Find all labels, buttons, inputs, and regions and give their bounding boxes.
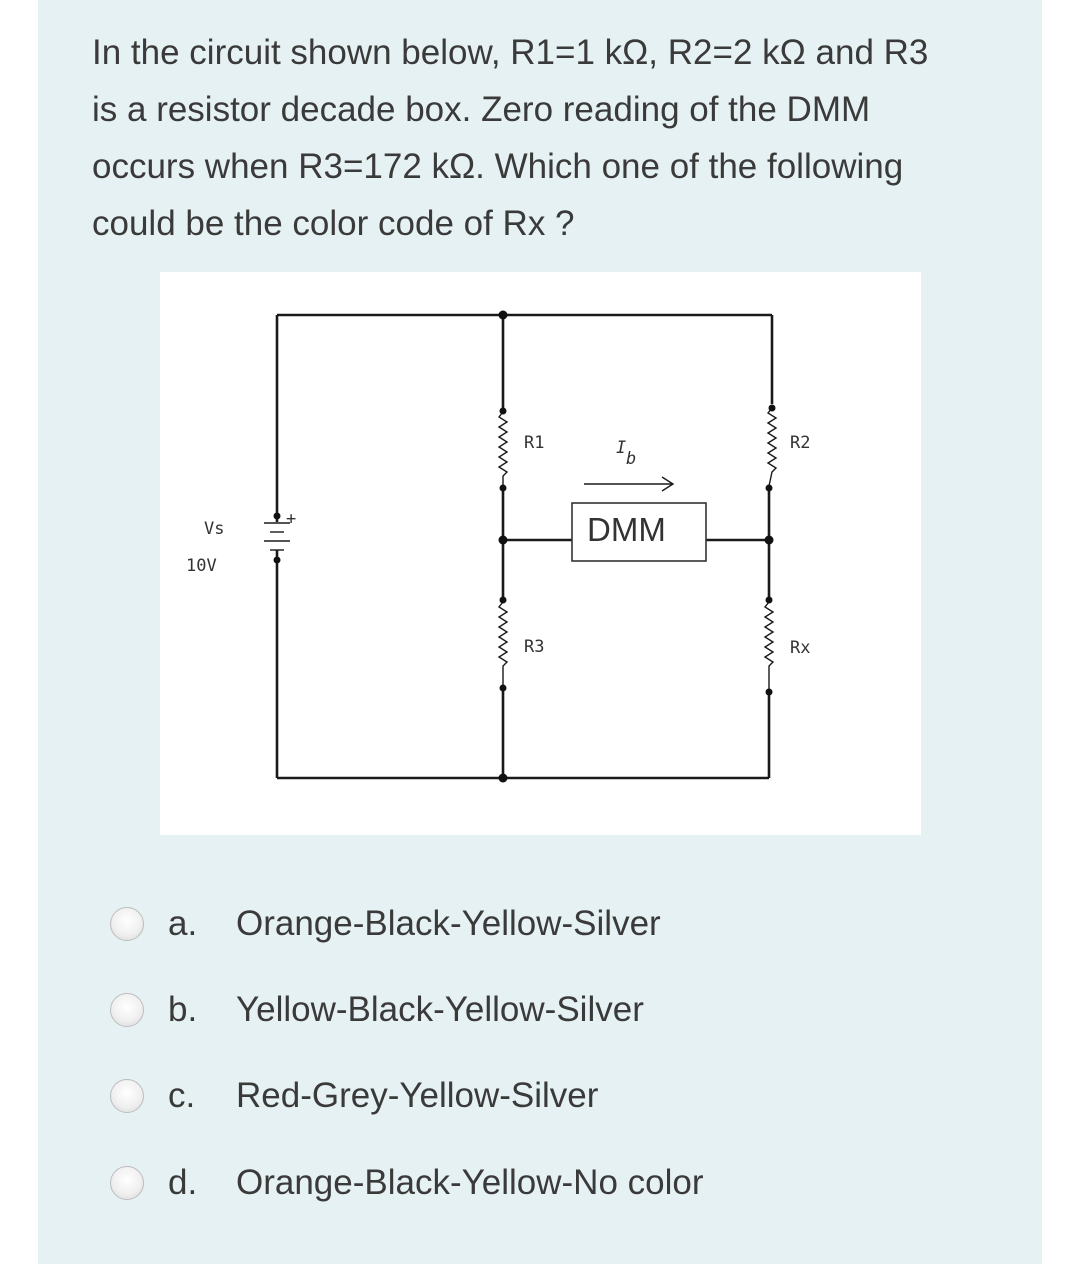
option-a[interactable] — [110, 896, 661, 952]
r2-resistor — [768, 408, 776, 486]
option-text: Red-Grey-Yellow-Silver — [236, 1076, 599, 1115]
plus-sign: + — [286, 509, 297, 529]
radio-button[interactable] — [110, 907, 144, 941]
rx-resistor — [765, 602, 773, 690]
vs-label: Vs — [204, 519, 225, 539]
current-label: I — [616, 438, 627, 458]
radio-button[interactable] — [110, 993, 144, 1027]
r2-label: R2 — [790, 433, 811, 453]
rx-label: Rx — [790, 638, 811, 658]
option-text: Yellow-Black-Yellow-Silver — [236, 990, 644, 1029]
option-text: Orange-Black-Yellow-Silver — [236, 904, 661, 943]
question-text — [92, 24, 1002, 252]
r3-resistor — [499, 602, 507, 686]
r1-label: R1 — [524, 433, 545, 453]
question-line: occurs when R3=172 kΩ. Which one of the following — [92, 147, 904, 186]
option-letter: b. — [168, 990, 198, 1029]
dmm-label: DMM — [587, 511, 666, 548]
option-c[interactable] — [110, 1068, 599, 1124]
radio-button[interactable] — [110, 1079, 144, 1113]
r3-label: R3 — [524, 637, 545, 657]
current-subscript: b — [626, 449, 637, 469]
option-d[interactable] — [110, 1155, 704, 1211]
question-line: is a resistor decade box. Zero reading of the DMM — [92, 90, 871, 129]
current-arrow — [584, 477, 673, 491]
radio-button[interactable] — [110, 1166, 144, 1200]
r1-resistor — [499, 412, 507, 486]
option-letter: c. — [168, 1076, 196, 1115]
circuit-svg — [160, 272, 921, 835]
option-letter: a. — [168, 904, 198, 943]
option-letter: d. — [168, 1163, 198, 1202]
circuit-diagram — [160, 272, 921, 835]
question-line: could be the color code of Rx ? — [92, 204, 575, 243]
option-b[interactable] — [110, 982, 644, 1038]
question-line: In the circuit shown below, R1=1 kΩ, R2=2 kΩ and R3 — [92, 33, 929, 72]
vs-value: 10V — [186, 556, 217, 576]
option-text: Orange-Black-Yellow-No color — [236, 1163, 704, 1202]
